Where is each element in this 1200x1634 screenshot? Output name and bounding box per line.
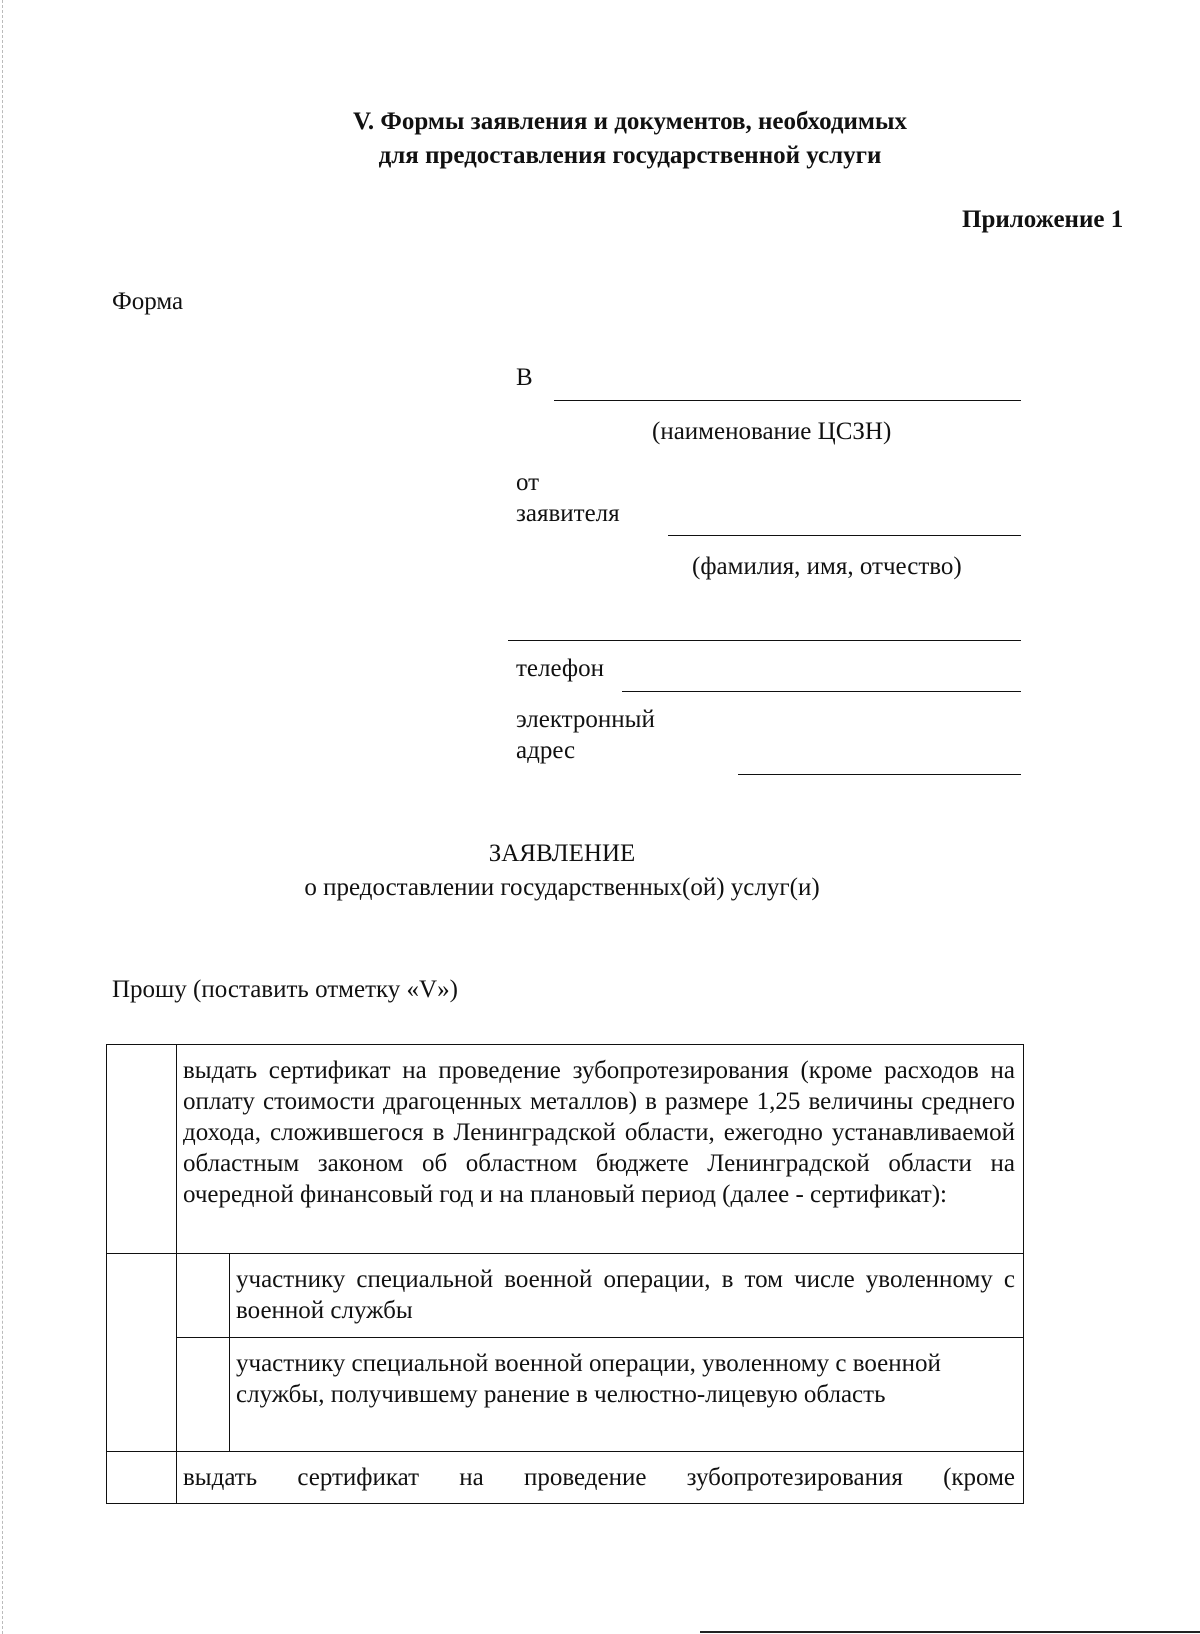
sub1-checkbox[interactable] <box>177 1254 230 1338</box>
sub1-cell <box>230 1254 1024 1338</box>
table-row <box>107 1338 1024 1452</box>
email-label-line2: адрес <box>516 737 576 764</box>
applicant-name-line-2[interactable] <box>508 640 1021 641</box>
scan-edge-mark <box>2 0 5 1634</box>
option1-checkbox[interactable] <box>107 1045 177 1254</box>
form-label: Форма <box>112 288 184 315</box>
from-caption: (фамилия, имя, отчество) <box>692 553 962 580</box>
option1-text: выдать сертификат на проведение зубопротезирования (кроме расходов на оплату стоимости драгоценных металлов) в размере 1,25 величины среднего дохода, сложившегося в Ленинградской области, ежегодно устанавливаемой областным законом об областном бюджете Ленинградской области на очередной финансовый год и на плановый период (далее - сертификат): <box>183 1057 1015 1208</box>
sub1-text: участнику специальной военной операции, в том числе уволенному с военной службы <box>236 1266 1015 1324</box>
options-table <box>106 1044 1024 1504</box>
sub2-checkbox[interactable] <box>177 1338 230 1452</box>
statement-subtitle: о предоставлении государственных(ой) услуг(и) <box>304 874 820 901</box>
sub2-text: участнику специальной военной операции, уволенному с военной службы, получившему ранение в челюстно-лицевую область <box>236 1350 941 1408</box>
statement-title: ЗАЯВЛЕНИЕ <box>488 840 636 867</box>
to-field-line[interactable] <box>554 400 1021 401</box>
to-prefix: В <box>516 364 533 391</box>
from-label-line2: заявителя <box>516 500 620 527</box>
option1-cell <box>177 1045 1024 1254</box>
option2-cell <box>177 1452 1024 1504</box>
option1-group-blank <box>107 1254 177 1452</box>
request-label: Прошу (поставить отметку «V») <box>112 976 458 1003</box>
page-bottom-edge <box>700 1631 1200 1633</box>
section-title-line1: V. Формы заявления и документов, необходимых <box>353 108 907 135</box>
section-title-line2: для предоставления государственной услуги <box>378 142 882 169</box>
table-row <box>107 1045 1024 1254</box>
option2-checkbox[interactable] <box>107 1452 177 1504</box>
table-row <box>107 1452 1024 1504</box>
option2-text: выдать сертификат на проведение зубопротезирования (кроме <box>183 1464 1015 1491</box>
applicant-name-line[interactable] <box>668 535 1021 536</box>
phone-label: телефон <box>516 655 604 682</box>
email-label-line1: электронный <box>516 706 655 733</box>
phone-field-line[interactable] <box>622 691 1021 692</box>
from-label-line1: от <box>516 469 540 496</box>
to-caption: (наименование ЦСЗН) <box>652 418 892 445</box>
appendix-label: Приложение 1 <box>962 206 1124 233</box>
table-row <box>107 1254 1024 1338</box>
email-field-line[interactable] <box>738 774 1021 775</box>
sub2-cell <box>230 1338 1024 1452</box>
